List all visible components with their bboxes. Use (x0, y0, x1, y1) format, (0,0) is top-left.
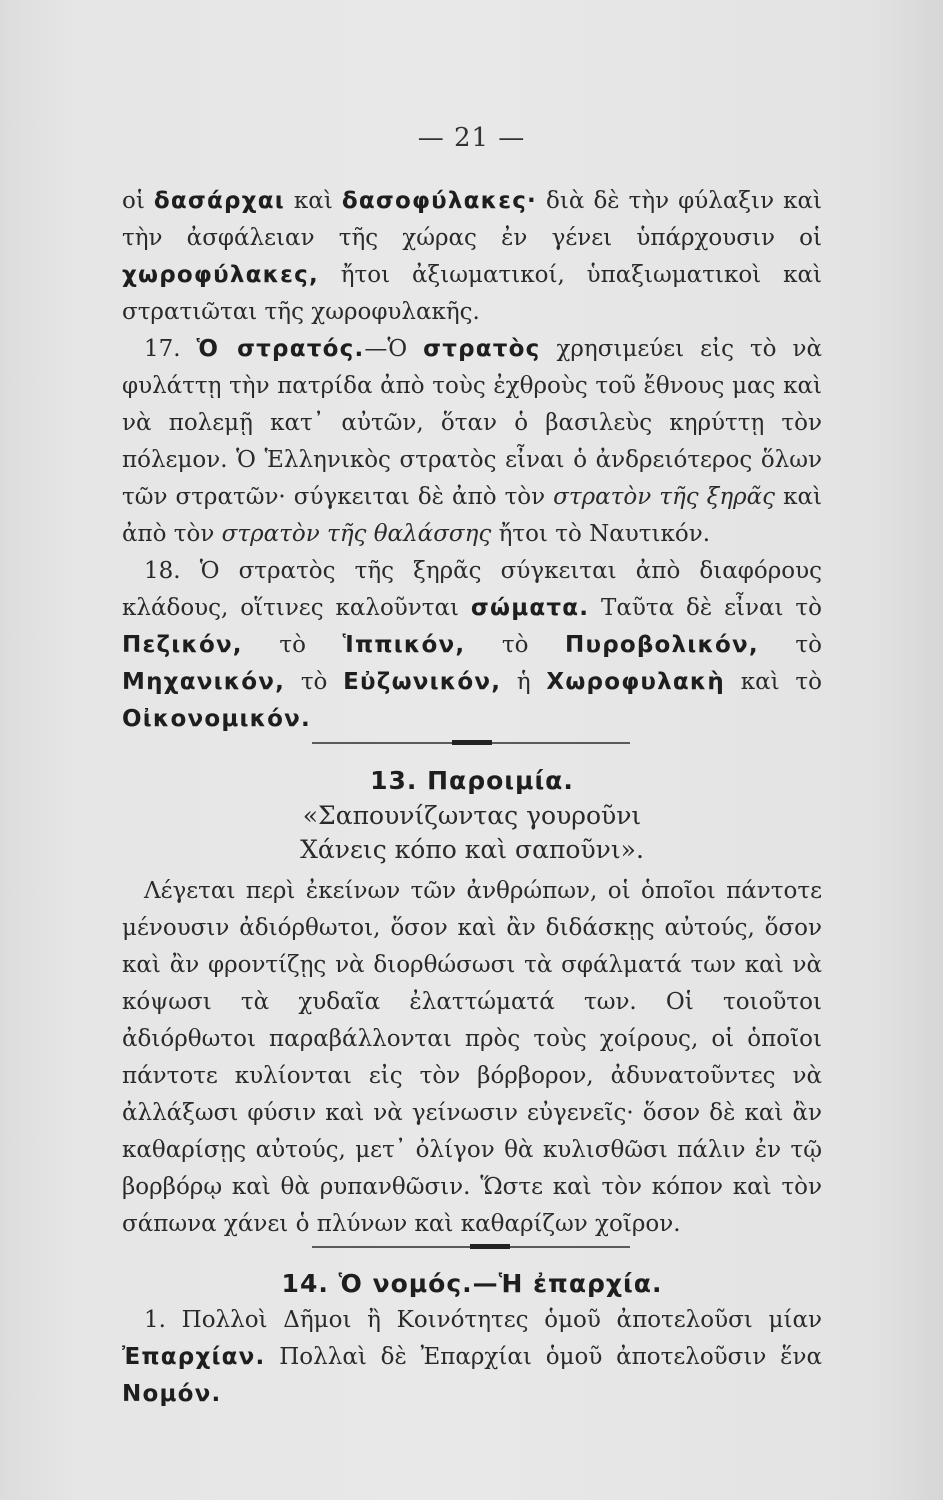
term-stratos: στρατὸς (423, 336, 541, 362)
para1-text-1: οἱ (122, 188, 154, 214)
para18-text-3: τὸ (242, 632, 343, 658)
para17-text-1: —Ὁ (364, 336, 424, 362)
section-divider (312, 742, 630, 744)
para18-text-1: Ὁ στρατὸς τῆς ξηρᾶς σύγκειται ἀπὸ διαφόρους κλάδους, οἵτινες καλοῦνται (122, 558, 822, 621)
para1-text-4: ἤτοι ἀξιωματικοί, ὑπαξιωματικοὶ καὶ στρατιῶται τῆς χωροφυλακῆς. (122, 262, 822, 325)
proverb-line-1: «Σαπουνίζωντας γουροῦνι (302, 801, 642, 830)
term-pyrovolikon: Πυροβολικόν, (565, 632, 759, 658)
term-eparchian: Ἐπαρχίαν. (122, 1344, 266, 1370)
para18-text-2: Ταῦτα δὲ εἶναι τὸ (589, 595, 822, 621)
para18-text-7: ἡ (501, 669, 547, 695)
term-dasarchai: δασάρχαι (153, 188, 285, 214)
term-dasofylakes: δασοφύλακες· (341, 188, 537, 214)
section-13-heading: 13. Παροιμία. (370, 766, 574, 795)
para1-text-3: διὰ δὲ τὴν φύλαξιν καὶ τὴν ἀσφάλειαν τῆς χώρας ἐν γένει ὑπάρχουσιν οἱ (122, 188, 822, 251)
section-divider-2 (312, 1246, 630, 1248)
para14-text-2: Πολλαὶ δὲ Ἐπαρχίαι ὁμοῦ ἀποτελοῦσιν ἕνα (265, 1344, 822, 1370)
para18-number: 18. (144, 558, 200, 584)
para17-number: 17. (144, 336, 197, 362)
section-14-paragraph-1 (122, 1302, 822, 1413)
para18-text-6: τὸ (285, 669, 344, 695)
term-nomon: Νομόν. (122, 1381, 222, 1407)
section-14 (122, 1265, 822, 1413)
para1-text-2: καὶ (284, 188, 342, 214)
term-chorofylakes: χωροφύλακες, (122, 262, 319, 288)
proverb-line-2: Χάνεις κόπο καὶ σαποῦνι». (300, 835, 644, 864)
term-stratos-xiras: στρατὸν τῆς ξηρᾶς (553, 484, 776, 510)
paragraph-18 (122, 553, 822, 738)
term-pezikon: Πεζικόν, (122, 632, 243, 658)
paragraph-17 (122, 331, 822, 553)
section-13 (122, 762, 822, 1243)
term-oikonomikon: Οἰκονομικόν. (122, 706, 311, 732)
para17-text-2: χρησιμεύει εἰς τὸ νὰ φυλάττῃ τὴν πατρίδα ἀπὸ τοὺς ἐχθροὺς τοῦ ἔθνους μας καὶ νὰ πολεμῇ κατ᾽ αὐτῶν, ὅταν ὁ βασιλεὺς κηρύττῃ τὸν πόλεμον. Ὁ Ἑλληνικὸς στρατὸς εἶναι ὁ ἀνδρειότερος ὅλων τῶν στρατῶν· σύγκειται δὲ ἀπὸ τὸν (122, 336, 822, 510)
section-14-heading: 14. Ὁ νομός.—Ἡ ἐπαρχία. (281, 1269, 663, 1298)
para14-number: 1. (144, 1307, 182, 1333)
para18-text-5: τὸ (758, 632, 822, 658)
paragraph-gendarmerie (122, 183, 822, 738)
para18-text-4: τὸ (465, 632, 566, 658)
para18-text-8: καὶ τὸ (725, 669, 822, 695)
term-stratos-thalassis: στρατὸν τῆς θαλάσσης (221, 521, 492, 547)
term-somata: σώματα. (470, 595, 590, 621)
term-evzonikon: Εὐζωνικόν, (343, 669, 502, 695)
term-chorofylaki: Χωροφυλακὴ (546, 669, 726, 695)
para17-text-3: καὶ ἀπὸ τὸν (122, 484, 823, 547)
term-ippikon: Ἱππικόν, (342, 632, 466, 658)
term-michanikon: Μηχανικόν, (122, 669, 286, 695)
page-number: — 21 — (417, 123, 526, 153)
section-13-body: Λέγεται περὶ ἐκείνων τῶν ἀνθρώπων, οἱ ὁποῖοι πάντοτε μένουσιν ἀδιόρθωτοι, ὅσον καὶ ἂν διδάσκῃς αὐτούς, ὅσον καὶ ἂν φροντίζῃς νὰ διορθώσωσι τὰ σφάλματά των καὶ νὰ κόψωσι τὰ χυδαῖα ἐλαττώματά των. Οἱ τοιοῦτοι ἀδιόρθωτοι παραβάλλονται πρὸς τοὺς χοίρους, οἱ ὁποῖοι πάντοτε κυλίονται εἰς τὸν βόρβορον, ἀδυνατοῦντες νὰ ἀλλάξωσι φύσιν καὶ νὰ γείνωσιν εὐγενεῖς· ὅσον δὲ καὶ ἂν καθαρίσῃς αὐτούς, μετ᾽ ὀλίγον θὰ κυλισθῶσι πάλιν ἐν τῷ βορβόρῳ καὶ θὰ ρυπανθῶσιν. Ὥστε καὶ τὸν κόπον καὶ τὸν σάπωνα χάνει ὁ πλύνων καὶ καθαρίζων χοῖρον. (122, 878, 822, 1237)
para17-text-4: ἤτοι τὸ Ναυτικόν. (491, 521, 711, 547)
term-o-stratos-heading: Ὁ στρατός. (196, 336, 365, 362)
para14-text-1: Πολλοὶ Δῆμοι ἢ Κοινότητες ὁμοῦ ἀποτελοῦσι μίαν (181, 1307, 822, 1333)
